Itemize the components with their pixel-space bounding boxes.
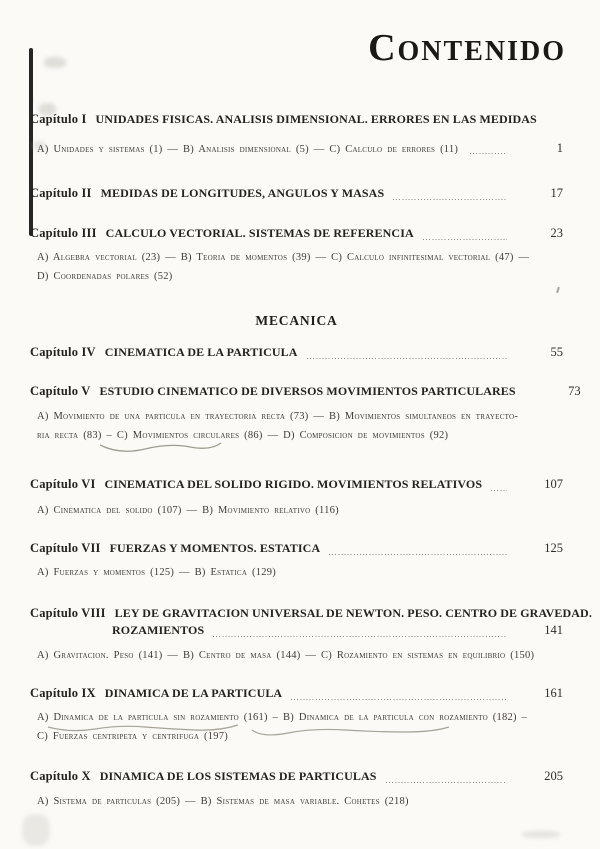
chapter-title: LEY DE GRAVITACION UNIVERSAL DE NEWTON. PESO. CENTRO DE GRAVEDAD. [114, 606, 592, 620]
dotted-leader [423, 239, 507, 240]
page-number: 17 [550, 186, 563, 200]
chapter-row [30, 345, 563, 362]
dotted-leader [393, 199, 507, 200]
chapter-row [30, 686, 563, 703]
chapter-title-line2: ROZAMIENTOS [112, 623, 205, 637]
subentry-text: A) Dinamica de la particula sin rozamiento (161) – B) Dinamica de la particula con rozamiento (182) – [37, 712, 528, 723]
chapter-label: Capítulo IV [30, 345, 96, 359]
section-heading: MECANICA [255, 313, 338, 328]
chapter-row [30, 112, 563, 129]
dotted-leader [291, 699, 507, 700]
scan-smudge [22, 814, 50, 846]
scan-edge-line [29, 48, 33, 236]
chapter-title: DINAMICA DE LOS SISTEMAS DE PARTICULAS [99, 769, 377, 783]
pencil-underline-movimientos-circulares [100, 443, 221, 451]
page-number: 55 [550, 345, 563, 359]
dotted-leader [386, 782, 507, 783]
chapter-label: Capítulo V [30, 384, 91, 398]
chapter-label: Capítulo II [30, 186, 92, 200]
dotted-leader [470, 153, 507, 154]
page-title [368, 28, 566, 68]
subentry-text: A) Sistema de particulas (205) — B) Sistemas de masa variable. Cohetes (218) [37, 796, 409, 807]
page-number: 23 [550, 226, 563, 240]
page-number: 107 [544, 477, 563, 491]
chapter-row [30, 384, 581, 401]
page-number: 73 [568, 384, 581, 398]
subentry-text: A) Cinematica del solido (107) — B) Movimiento relativo (116) [37, 505, 339, 516]
chapter-title: FUERZAS Y MOMENTOS. ESTATICA [109, 541, 321, 555]
chapter-title: CALCULO VECTORIAL. SISTEMAS DE REFERENCIA [105, 226, 414, 240]
subentry-text: D) Coordenadas polares (52) [37, 271, 173, 282]
chapter-row [30, 769, 563, 786]
ink-speck [556, 287, 560, 293]
subentry-text: C) Fuerzas centripeta y centrifuga (197) [37, 731, 229, 742]
chapter-label: Capítulo I [30, 112, 87, 126]
chapter-label: Capítulo VIII [30, 606, 106, 620]
chapter-row [30, 541, 563, 558]
subentry-text: ria recta (83) – C) Movimientos circulares (86) — D) Composicion de movimientos (92) [37, 430, 449, 441]
dotted-leader [213, 636, 507, 637]
page-number: 141 [544, 623, 563, 637]
chapter-title: MEDIDAS DE LONGITUDES, ANGULOS Y MASAS [100, 186, 385, 200]
page-number: 1 [556, 141, 563, 155]
page-number: 205 [544, 769, 563, 783]
chapter-title: DINAMICA DE LA PARTICULA [104, 686, 283, 700]
dotted-leader [329, 554, 507, 555]
page-number: 125 [544, 541, 563, 555]
chapter-row [112, 623, 563, 640]
chapter-label: Capítulo X [30, 769, 91, 783]
page-title-initial: C [368, 27, 398, 69]
chapter-row [30, 477, 563, 494]
pencil-underline-dinamica-con-rozamiento [252, 727, 449, 735]
chapter-label: Capítulo VI [30, 477, 96, 491]
chapter-title: CINEMATICA DEL SOLIDO RIGIDO. MOVIMIENTOS RELATIVOS [104, 477, 483, 491]
chapter-label: Capítulo VII [30, 541, 101, 555]
chapter-title: UNIDADES FISICAS. ANALISIS DIMENSIONAL. ERRORES EN LAS MEDIDAS [95, 112, 537, 126]
chapter-row [30, 186, 563, 203]
dotted-leader [491, 490, 507, 491]
subentry-text: A) Algebra vectorial (23) — B) Teoria de momentos (39) — C) Calculo infinitesimal vectorial (47) — [37, 252, 530, 263]
subentry-text: A) Movimiento de una particula en trayectoria recta (73) — B) Movimientos simultaneos en trayecto- [37, 411, 519, 422]
subentry-text: A) Unidades y sistemas (1) — B) Analisis dimensional (5) — C) Calculo de errores (11) [37, 144, 459, 155]
page-title-rest: ONTENIDO [397, 36, 566, 67]
subentry-text: A) Fuerzas y momentos (125) — B) Estatica (129) [37, 567, 276, 578]
page-number: 161 [544, 686, 563, 700]
chapter-row [30, 226, 563, 243]
bleedthrough-smudge [44, 57, 66, 68]
chapter-row [30, 606, 592, 623]
dotted-leader [307, 358, 507, 359]
scan-smudge [522, 831, 560, 838]
pencil-underline-dinamica-sin-rozamiento [48, 725, 238, 731]
subentry-text: A) Gravitacion. Peso (141) — B) Centro de masa (144) — C) Rozamiento en sistemas en equilibrio (150) [37, 650, 535, 661]
chapter-label: Capítulo IX [30, 686, 96, 700]
chapter-title: ESTUDIO CINEMATICO DE DIVERSOS MOVIMIENTOS PARTICULARES [99, 384, 516, 398]
chapter-label: Capítulo III [30, 226, 97, 240]
subentry-row [37, 141, 563, 157]
chapter-title: CINEMATICA DE LA PARTICULA [104, 345, 298, 359]
